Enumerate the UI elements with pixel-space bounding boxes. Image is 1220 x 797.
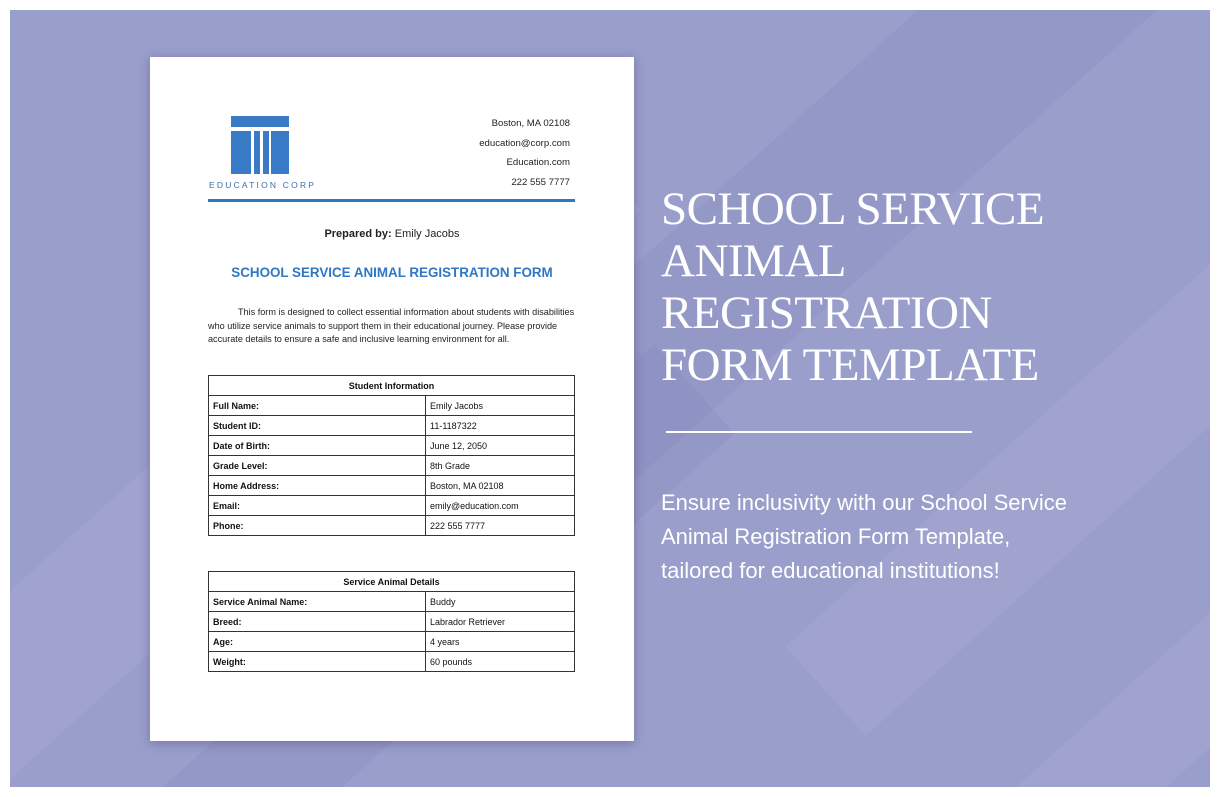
field-value: 60 pounds: [426, 652, 575, 672]
table-row: [209, 592, 575, 612]
service-animal-details-table: [208, 571, 575, 672]
field-label: Home Address:: [209, 476, 426, 496]
field-value: emily@education.com: [426, 496, 575, 516]
field-label: Student ID:: [209, 416, 426, 436]
document-preview: [150, 57, 634, 741]
table-row: [209, 496, 575, 516]
field-value: 11-1187322: [426, 416, 575, 436]
headline-line: FORM TEMPLATE: [661, 339, 1039, 391]
form-title: SCHOOL SERVICE ANIMAL REGISTRATION FORM: [231, 265, 553, 280]
field-value: June 12, 2050: [426, 436, 575, 456]
field-label: Service Animal Name:: [209, 592, 426, 612]
table-row: [209, 436, 575, 456]
field-value: 222 555 7777: [426, 516, 575, 536]
field-value: Labrador Retriever: [426, 612, 575, 632]
header-divider: [208, 199, 575, 202]
promo-banner: [10, 10, 1210, 787]
field-value: Buddy: [426, 592, 575, 612]
table-header: Student Information: [209, 376, 575, 396]
table-row: [209, 516, 575, 536]
columns-building-icon: [231, 116, 289, 174]
field-label: Full Name:: [209, 396, 426, 416]
contact-address: Boston, MA 02108: [491, 118, 570, 129]
promo-divider: [666, 431, 972, 433]
field-value: Boston, MA 02108: [426, 476, 575, 496]
headline-line: SCHOOL SERVICE: [661, 183, 1045, 235]
field-value: 4 years: [426, 632, 575, 652]
headline-line: REGISTRATION: [661, 287, 992, 339]
contact-email: education@corp.com: [479, 137, 570, 149]
field-label: Age:: [209, 632, 426, 652]
field-value: 8th Grade: [426, 456, 575, 476]
table-row: [209, 632, 575, 652]
prepared-by-name: Emily Jacobs: [394, 228, 460, 240]
contact-phone: 222 555 7777: [511, 176, 570, 188]
prepared-by-label: Prepared by:: [324, 228, 392, 240]
contact-website: Education.com: [506, 157, 570, 168]
field-label: Weight:: [209, 652, 426, 672]
promo-headline: [661, 183, 1081, 391]
table-row: [209, 456, 575, 476]
field-label: Date of Birth:: [209, 436, 426, 456]
prepared-by: [150, 228, 634, 240]
logo-text: EDUCATION CORP: [209, 180, 317, 190]
student-information-table: [208, 375, 575, 536]
field-label: Email:: [209, 496, 426, 516]
field-value: Emily Jacobs: [426, 396, 575, 416]
table-row: [209, 396, 575, 416]
table-row: [209, 652, 575, 672]
field-label: Grade Level:: [209, 456, 426, 476]
table-row: [209, 416, 575, 436]
table-row: [209, 612, 575, 632]
table-row: [209, 476, 575, 496]
field-label: Phone:: [209, 516, 426, 536]
headline-line: ANIMAL: [661, 235, 846, 287]
table-header: Service Animal Details: [209, 572, 575, 592]
promo-subtext: Ensure inclusivity with our School Service Animal Registration Form Template, tailored for educational institutions!: [661, 490, 1067, 583]
intro-paragraph: This form is designed to collect essential information about students with disabilities who utilize service animals to support them in their educational journey. Please provide accurate details to ensure a safe and inclusive learning environment for all.: [208, 307, 575, 344]
contact-block: [479, 118, 570, 196]
field-label: Breed:: [209, 612, 426, 632]
